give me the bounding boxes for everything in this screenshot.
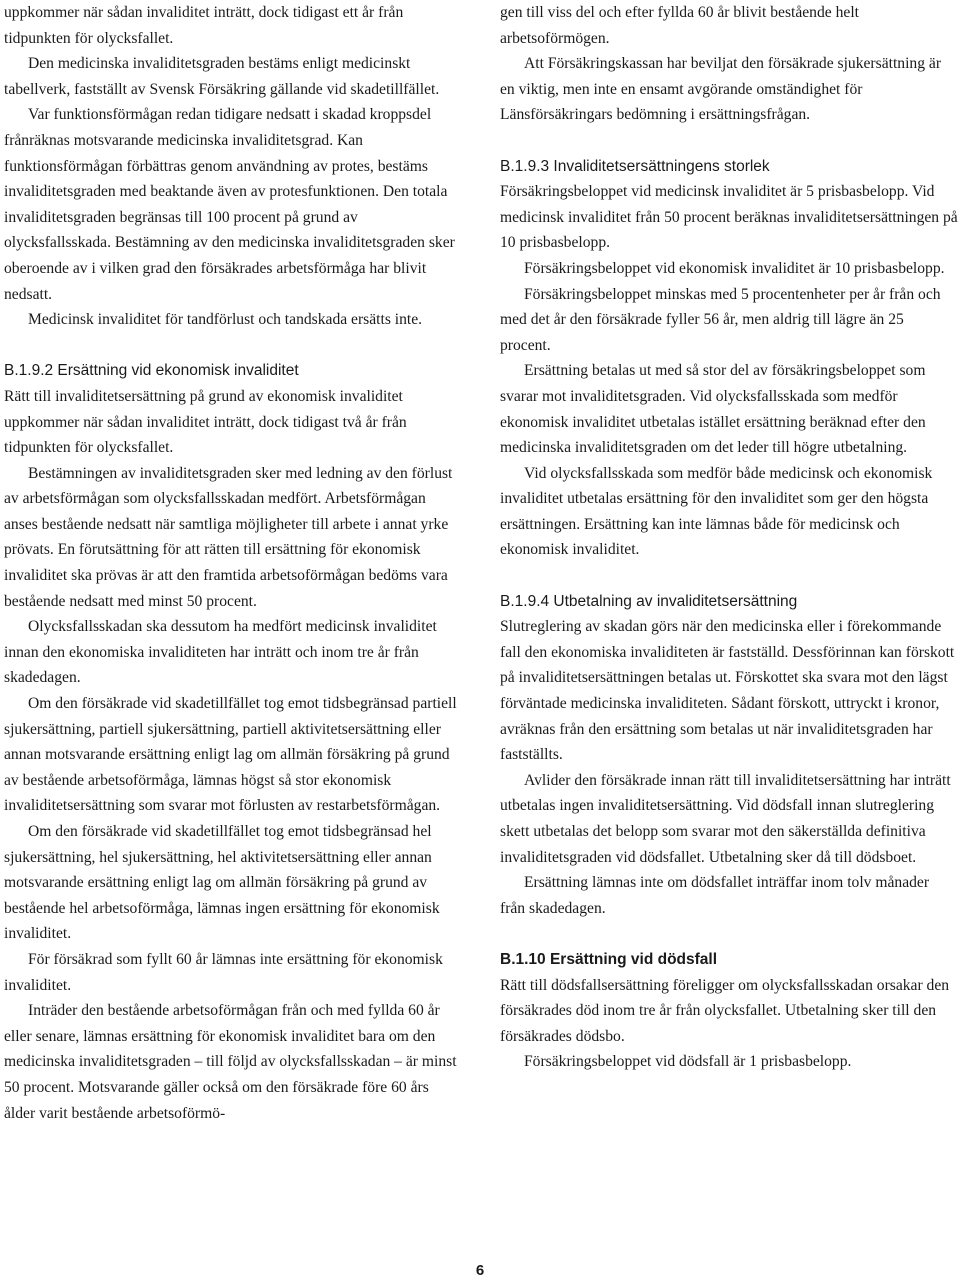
paragraph: Medicinsk invaliditet för tandförlust och tandskada ersätts inte.	[28, 311, 423, 329]
paragraph: Olycksfallsskadan ska dessutom ha medfört medicinsk invaliditet innan den ekonomiska invaliditeten har inträtt och inom tre år från skadedagen.	[4, 618, 437, 687]
paragraph: Ersättning lämnas inte om dödsfallet inträffar inom tolv månader från skadedagen.	[500, 874, 930, 917]
section-heading: B.1.10 Ersättning vid dödsfall	[500, 950, 718, 968]
left-column	[4, 0, 460, 1126]
section-spacer	[500, 563, 958, 589]
paragraph: gen till viss del och efter fyllda 60 år blivit bestående helt arbetsoförmögen.	[500, 4, 859, 47]
page-number: 6	[475, 1262, 485, 1279]
paragraph: Den medicinska invaliditetsgraden bestäms enligt medicinskt tabellverk, fastställt av Svensk Försäkring gällande vid skadetillfället.	[4, 55, 440, 98]
paragraph: Ersättning betalas ut med så stor del av försäkringsbeloppet som svarar mot invaliditetsgraden. Vid olycksfallsskada som medför ekonomisk invaliditet utbetalas istället ersättning beräknad efter den medicinska invaliditetsgraden om det leder till högre utbetalning.	[500, 362, 926, 457]
section-heading: B.1.9.2 Ersättning vid ekonomisk invaliditet	[4, 362, 299, 380]
right-column	[500, 0, 958, 1075]
section-spacer	[500, 128, 958, 154]
paragraph: Försäkringsbeloppet vid medicinsk invaliditet är 5 prisbasbelopp. Vid medicinsk invaliditet från 50 procent beräknas invaliditetsersättningen på 10 prisbasbelopp.	[500, 183, 958, 252]
paragraph: Om den försäkrade vid skadetillfället tog emot tidsbegränsad partiell sjukersättning, partiell sjukersättning, partiell aktivitetsersättning eller annan motsvarande ersättning enligt lag om allmän försäkring på grund av bestående arbetsoförmåga, lämnas högst så stor ekonomisk invaliditetsersättning som svarar mot förlusten av restarbetsförmågan.	[4, 695, 457, 815]
paragraph: Avlider den försäkrade innan rätt till invaliditetsersättning har inträtt utbetalas ingen invaliditetsersättning. Vid dödsfall innan slutreglering skett utbetalas det belopp som svarar mot den säkerställda definitiva invaliditetsgraden vid dödsfallet. Utbetalning sker då till dödsboet.	[500, 771, 951, 866]
section-heading: B.1.9.3 Invaliditetsersättningens storlek	[500, 157, 770, 175]
paragraph: uppkommer när sådan invaliditet inträtt, dock tidigast ett år från tidpunkten för olycksfallet.	[4, 4, 404, 47]
paragraph: Att Försäkringskassan har beviljat den försäkrade sjukersättning är en viktig, men inte en ensamt avgörande omständighet för Länsförsäkringars bedömning i ersättningsfrågan.	[500, 55, 942, 124]
paragraph: Var funktionsförmågan redan tidigare nedsatt i skadad kroppsdel frånräknas motsvarande medicinska invaliditetsgrad. Kan funktionsförmågan förbättras genom användning av protes, bestäms invaliditetsgraden med beaktande även av protesfunktionen. Den totala invaliditetsgraden begränsas till 100 procent på grund av olycksfallsskada. Bestämning av den medicinska invaliditetsgraden sker oberoende av i vilken grad den försäkrades arbetsförmåga har blivit nedsatt.	[4, 106, 455, 303]
paragraph: Rätt till dödsfallsersättning föreligger om olycksfallsskadan orsakar den försäkrades död inom tre år från olycksfallet. Utbetalning sker till den försäkrades dödsbo.	[500, 976, 950, 1045]
section-spacer	[500, 921, 958, 947]
paragraph: Slutreglering av skadan görs när den medicinska eller i förekommande fall den ekonomiska invaliditeten är fastställd. Dessförinnan kan förskott på invaliditetsersättningen betalas ut. Förskottet ska svara mot den lägst förväntade medicinska invaliditeten. Sådant förskott, uttryckt i kronor, avräknas från den ersättning som betalas ut när invaliditetsgraden har fastställts.	[500, 618, 955, 764]
paragraph: Försäkringsbeloppet vid ekonomisk invaliditet är 10 prisbasbelopp.	[524, 259, 945, 277]
paragraph: För försäkrad som fyllt 60 år lämnas inte ersättning för ekonomisk invaliditet.	[4, 950, 443, 994]
paragraph: Försäkringsbeloppet vid dödsfall är 1 prisbasbelopp.	[524, 1053, 852, 1071]
section-spacer	[4, 333, 460, 359]
paragraph: Om den försäkrade vid skadetillfället tog emot tidsbegränsad hel sjukersättning, hel sjukersättning, hel aktivitetsersättning eller annan motsvarande ersättning enligt lag om allmän försäkring på grund av bestående hel arbetsoförmåga, lämnas ingen ersättning för ekonomisk invaliditet.	[4, 823, 440, 943]
paragraph: Rätt till invaliditetsersättning på grund av ekonomisk invaliditet uppkommer när sådan invaliditet inträtt, dock tidigast två år från tidpunkten för olycksfallet.	[4, 387, 407, 457]
paragraph: Bestämningen av invaliditetsgraden sker med ledning av den förlust av arbetsförmågan som olycksfallsskadan medfört. Arbetsförmågan anses bestående nedsatt när samtliga möjligheter till arbete i annat yrke prövats. En förutsättning för att rätten till ersättning för ekonomisk invaliditet ska prövas är att den framtida arbetsoförmågan bedöms vara bestående nedsatt med minst 50 procent.	[4, 464, 453, 610]
paragraph: Försäkringsbeloppet minskas med 5 procentenheter per år från och med det år den försäkrade fyller 56 år, men aldrig till lägre än 25 procent.	[500, 285, 941, 354]
section-heading: B.1.9.4 Utbetalning av invaliditetsersättning	[500, 592, 798, 610]
paragraph: Vid olycksfallsskada som medför både medicinsk och ekonomisk invaliditet utbetalas ersättning för den invaliditet som ger den högsta ersättningen. Ersättning kan inte lämnas både för medicinsk och ekonomisk invaliditet.	[500, 464, 933, 559]
paragraph: Inträder den bestående arbetsoförmågan från och med fyllda 60 år eller senare, lämnas ersättning för ekonomisk invaliditet bara om den medicinska invaliditetsgraden – till följd av olycksfallsskadan – är minst 50 procent. Motsvarande gäller också om den försäkrade före 60 års ålder varit bestående arbetsoförmö-	[4, 1002, 457, 1122]
